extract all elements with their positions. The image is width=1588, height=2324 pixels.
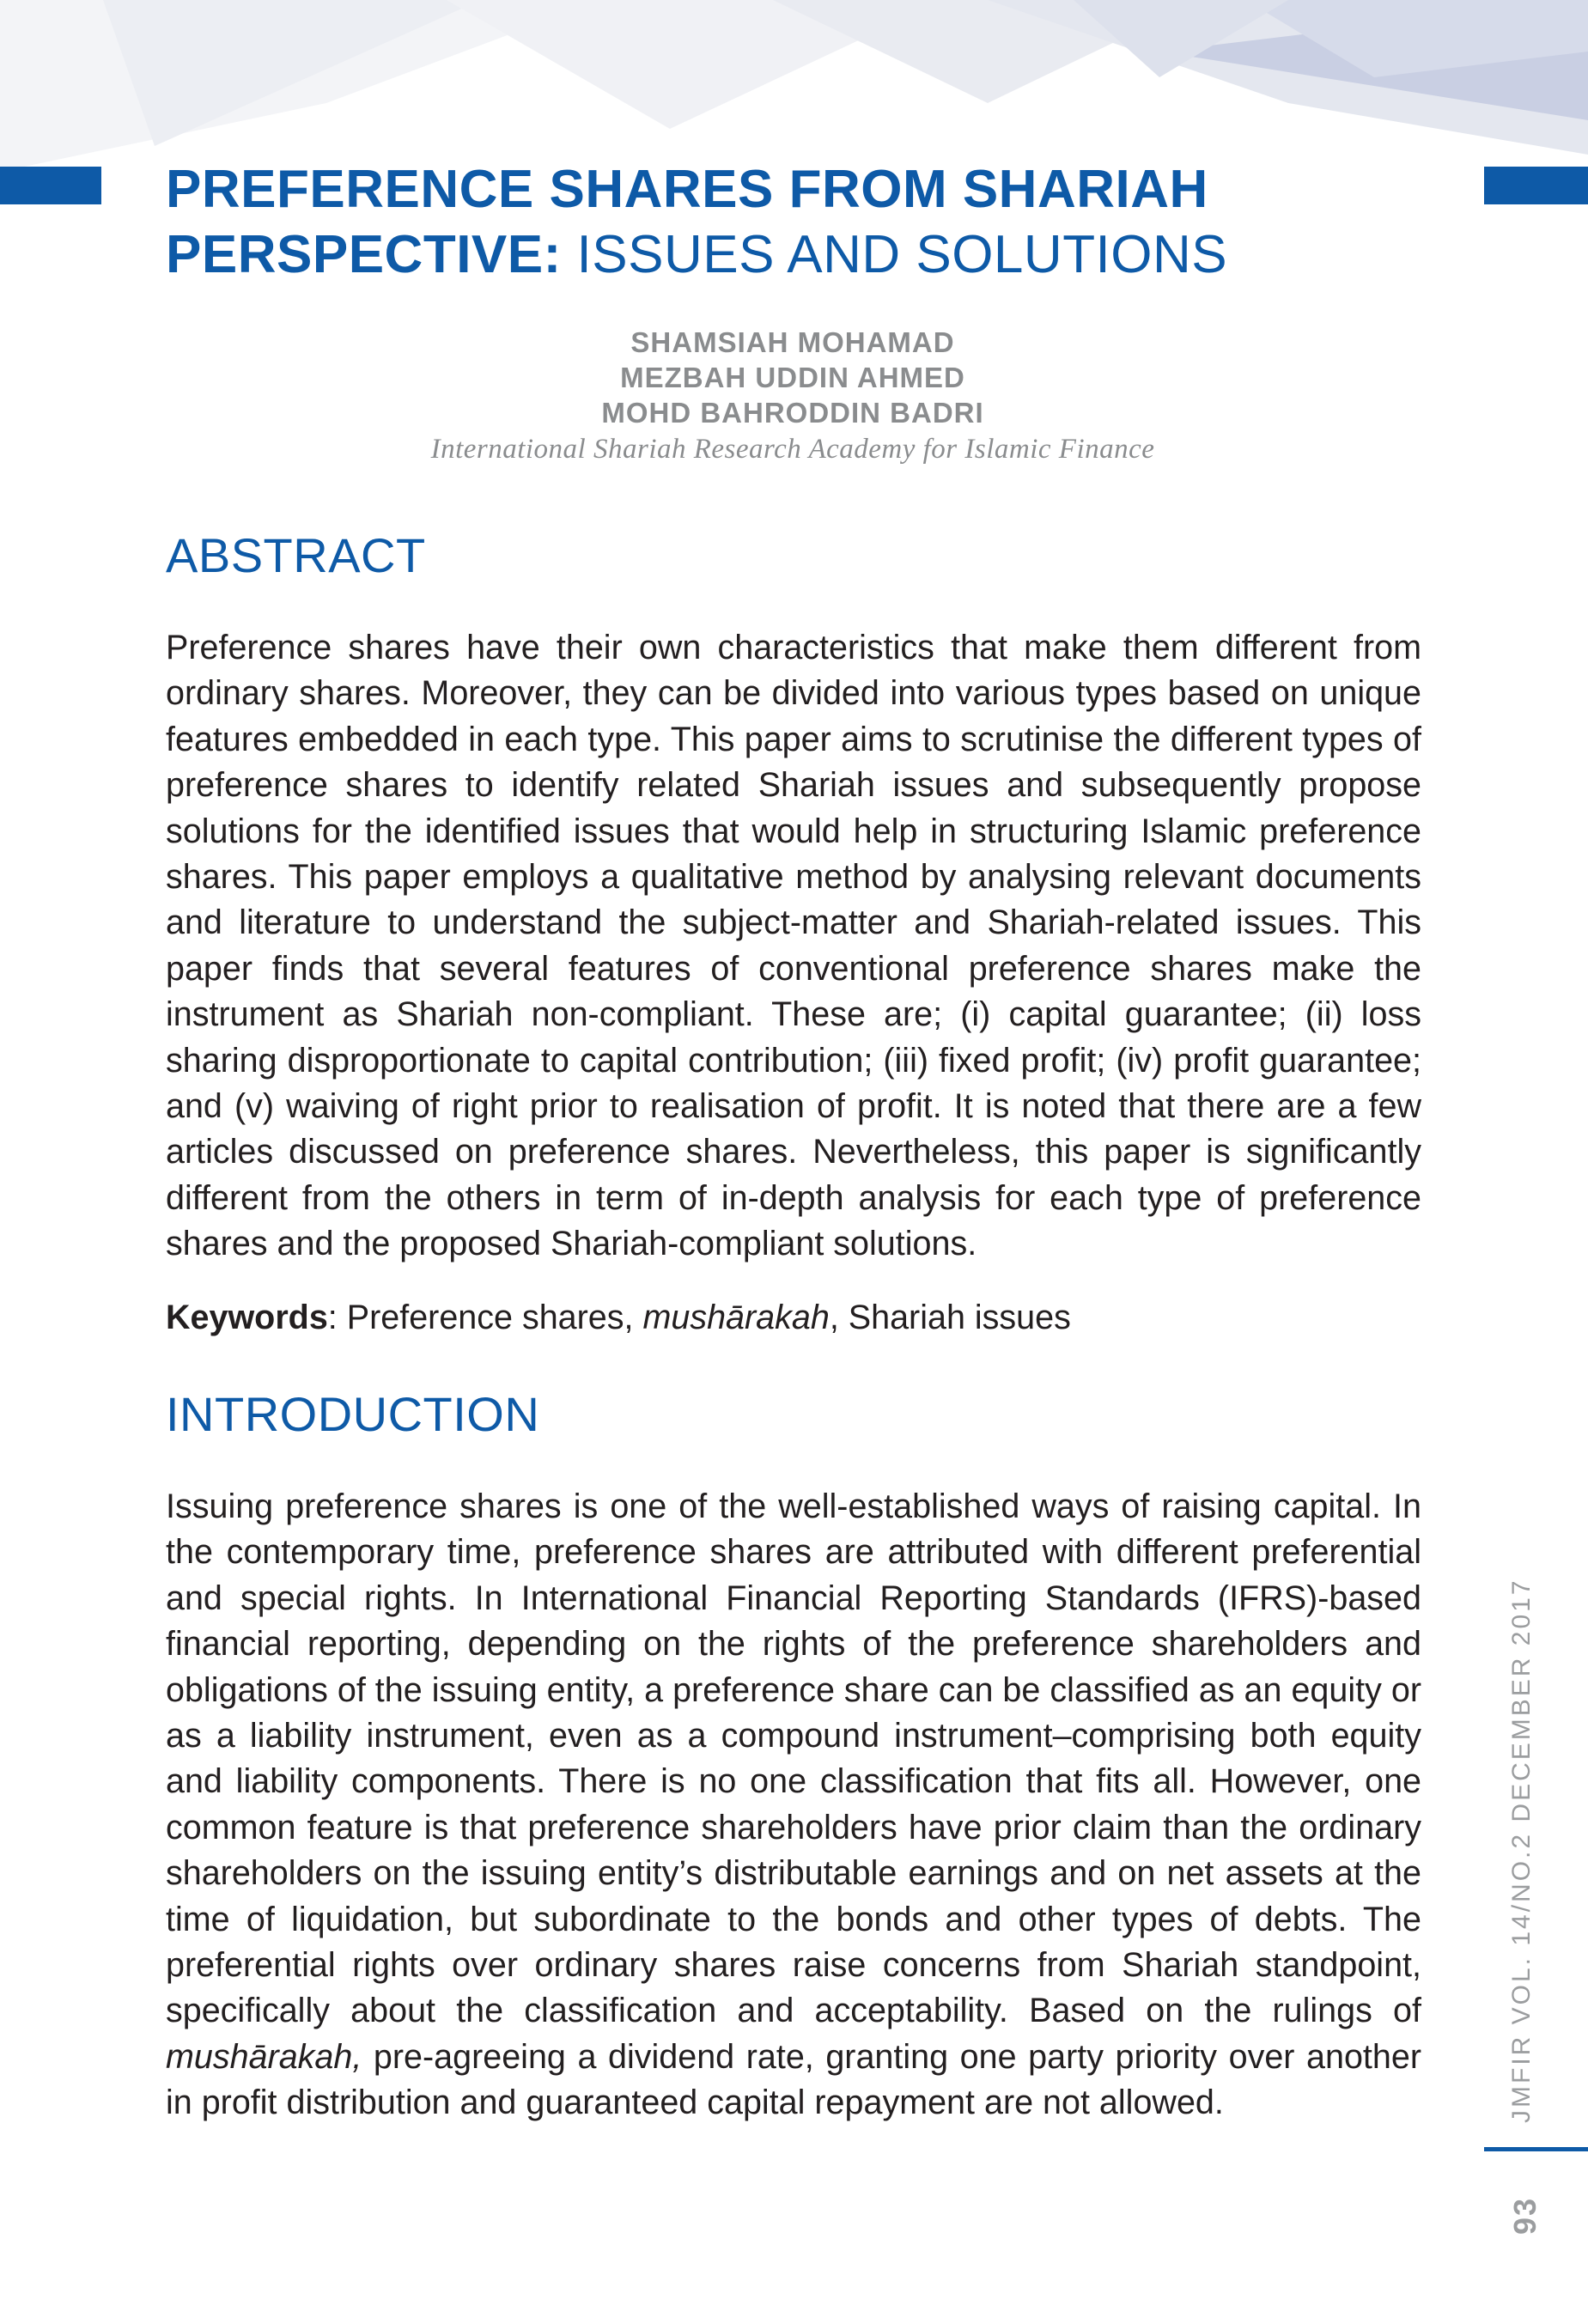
author-name: MOHD BAHRODDIN BADRI bbox=[601, 397, 984, 429]
journal-citation-vertical: JMFIR VOL. 14/NO.2 DECEMBER 2017 bbox=[1507, 1578, 1536, 2123]
title-line-2 bbox=[166, 222, 1420, 288]
right-accent-bar bbox=[1484, 167, 1588, 204]
header-decoration bbox=[0, 0, 1588, 172]
introduction-heading: INTRODUCTION bbox=[166, 1387, 540, 1441]
intro-text-part-end: pre-agreeing a dividend rate, granting one party priority over another in profit distribution and guaranteed capital repayment are not allowed. bbox=[166, 2037, 1421, 2122]
keywords-line bbox=[166, 1295, 1421, 1341]
abstract-heading: ABSTRACT bbox=[166, 528, 426, 582]
keywords-separator: : bbox=[327, 1299, 347, 1336]
sidebar-rule bbox=[1484, 2147, 1588, 2151]
intro-italic-term: mushārakah, bbox=[166, 2037, 362, 2076]
title-bold-part: PERSPECTIVE: bbox=[166, 225, 562, 284]
author-block bbox=[166, 325, 1420, 468]
intro-text-part: Issuing preference shares is one of the well-established ways of raising capital. In the contemporary time, preference shares are attributed with different preferential and special rights. In International Financial Reporting Standards (IFRS)-based financial reporting, depending on the rights of the preference shareholders and obligations of the issuing entity, a preference share can be classified as an equity or as a liability instrument, even as a compound instrument–comprising both equity and liability components. There is no one classification that fits all. However, one common feature is that preference shareholders have prior claim than the ordinary shareholders on the issuing entity’s distributable earnings and on net assets at the time of liquidation, but subordinate to the bonds and other types of debts. The preferential rights over ordinary shares raise concerns from Shariah standpoint, specifically about the classification and acceptability. Based on the rulings of bbox=[166, 1487, 1421, 2030]
author-name: SHAMSIAH MOHAMAD bbox=[630, 326, 955, 358]
keywords-text-end: , Shariah issues bbox=[829, 1299, 1071, 1336]
keywords-label: Keywords bbox=[166, 1299, 328, 1336]
introduction-text bbox=[166, 1484, 1421, 2126]
title-light-part: ISSUES AND SOLUTIONS bbox=[561, 225, 1228, 284]
keywords-text: Preference shares, bbox=[346, 1299, 643, 1336]
keywords-italic-term: mushārakah bbox=[642, 1299, 830, 1336]
paper-title bbox=[166, 157, 1420, 288]
abstract-text: Preference shares have their own characteristics that make them different from ordinary shares. Moreover, they can be divided into various types based on unique features embedded in each type. This paper aims to scrutinise the different types of preference shares to identify related Shariah issues and subsequently propose solutions for the identified issues that would help in structuring Islamic preference shares. This paper employs a qualitative method by analysing relevant documents and literature to understand the subject-matter and Shariah-related issues. This paper finds that several features of conventional preference shares make the instrument as Shariah non-compliant. These are; (i) capital guarantee; (ii) loss sharing disproportionate to capital contribution; (iii) fixed profit; (iv) profit guarantee; and (v) waiving of right prior to realisation of profit. It is noted that there are a few articles discussed on preference shares. Nevertheless, this paper is significantly different from the others in term of in-depth analysis for each type of preference shares and the proposed Shariah-compliant solutions. bbox=[166, 629, 1421, 1263]
left-accent-bar bbox=[0, 167, 101, 204]
title-line-1: PREFERENCE SHARES FROM SHARIAH bbox=[166, 160, 1208, 219]
author-affiliation: International Shariah Research Academy for Islamic Finance bbox=[430, 434, 1155, 465]
author-name: MEZBAH UDDIN AHMED bbox=[620, 362, 965, 393]
page-number: 93 bbox=[1507, 2196, 1542, 2235]
